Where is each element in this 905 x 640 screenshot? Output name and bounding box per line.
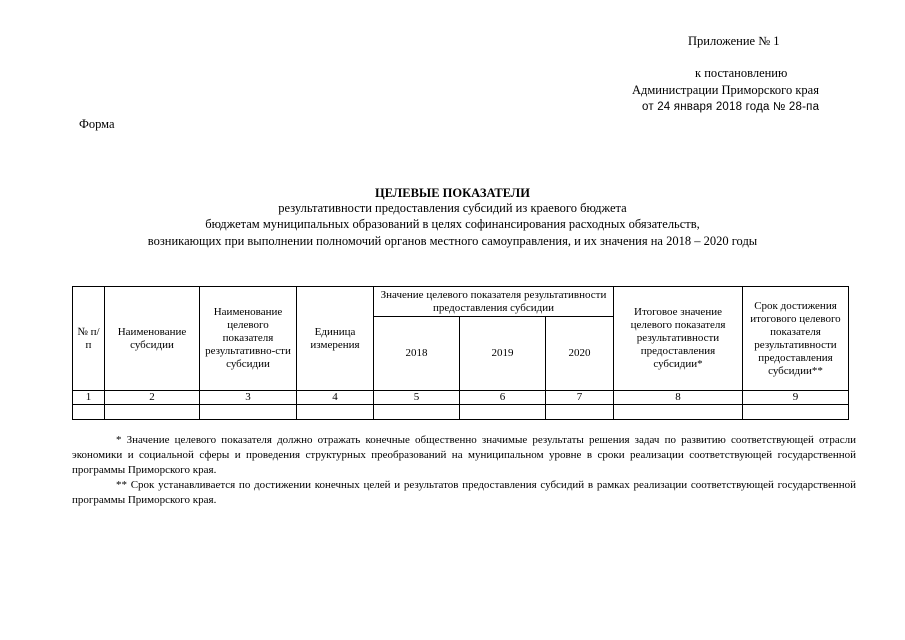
- title-line-1: результативности предоставления субсидий из краевого бюджета: [278, 201, 627, 215]
- header-final-value: Итоговое значение целевого показателя результативности предоставления субсидии*: [614, 287, 743, 391]
- col-number: 4: [297, 391, 374, 405]
- indicators-table: [72, 286, 849, 420]
- header-year-2019: 2019: [460, 317, 546, 391]
- empty-cell: [105, 405, 200, 420]
- title-line-2: бюджетам муниципальных образований в целях софинансирования расходных обязательств,: [205, 217, 700, 231]
- page-title: ЦЕЛЕВЫЕ ПОКАЗАТЕЛИ: [375, 186, 530, 200]
- col-number: 9: [743, 391, 849, 405]
- empty-cell: [546, 405, 614, 420]
- empty-row: [73, 405, 849, 420]
- header-unit: Единица измерения: [297, 287, 374, 391]
- col-number: 6: [460, 391, 546, 405]
- empty-cell: [743, 405, 849, 420]
- form-label: Форма: [79, 117, 115, 131]
- to-resolution-label: к постановлению: [695, 66, 788, 80]
- col-number: 1: [73, 391, 105, 405]
- empty-cell: [73, 405, 105, 420]
- col-number: 8: [614, 391, 743, 405]
- footnote-2: ** Срок устанавливается по достижении конечных целей и результатов предоставления субсидий в рамках реализации соответствующей государственной программы Приморского края.: [72, 479, 856, 506]
- header-year-2020: 2020: [546, 317, 614, 391]
- col-number: 5: [374, 391, 460, 405]
- header-value-group: Значение целевого показателя результативности предоставления субсидии: [374, 287, 614, 317]
- header-indicator: Наименование целевого показателя результативно-сти субсидии: [200, 287, 297, 391]
- header-subsidy: Наименование субсидии: [105, 287, 200, 391]
- footnote-1: * Значение целевого показателя должно отражать конечные общественно значимые результаты решения задач по развитию соответствующей отрасли экономики и социальной сферы и проведения структурных преобразований на муниципальном уровне в сроки реализации соответствующей государственной программы Приморского края.: [72, 434, 856, 476]
- empty-cell: [460, 405, 546, 420]
- administration-label: Администрации Приморского края: [632, 83, 819, 97]
- header-year-2018: 2018: [374, 317, 460, 391]
- empty-cell: [614, 405, 743, 420]
- col-number: 7: [546, 391, 614, 405]
- header-deadline: Срок достижения итогового целевого показателя результативности предоставления субсидии**: [743, 287, 849, 391]
- title-line-3: возникающих при выполнении полномочий органов местного самоуправления, и их значения на 2018 – 2020 годы: [147, 234, 758, 248]
- empty-cell: [297, 405, 374, 420]
- footnotes: [72, 433, 856, 508]
- appendix-label: Приложение № 1: [688, 34, 780, 48]
- header-num: № п/п: [73, 287, 105, 391]
- resolution-date-line: от 24 января 2018 года № 28-па: [642, 101, 820, 113]
- col-number: 3: [200, 391, 297, 405]
- col-number: 2: [105, 391, 200, 405]
- numbers-row: [73, 391, 849, 405]
- empty-cell: [200, 405, 297, 420]
- empty-cell: [374, 405, 460, 420]
